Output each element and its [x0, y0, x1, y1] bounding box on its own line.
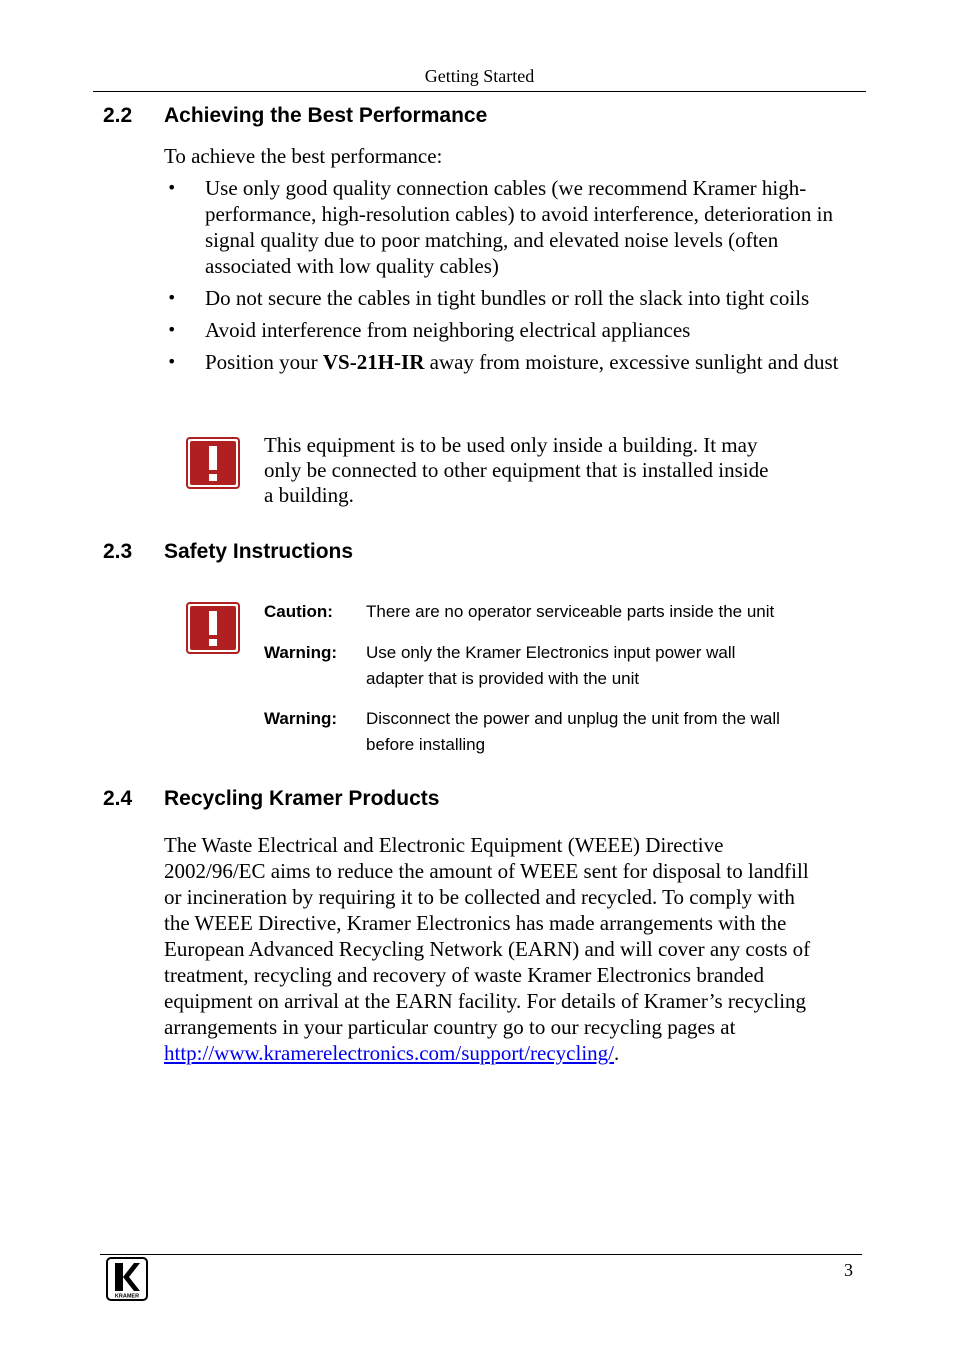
kramer-logo-icon	[106, 1257, 148, 1301]
list-item: • Avoid interference from neighboring electrical appliances	[164, 317, 864, 343]
list-item: • Do not secure the cables in tight bundles or roll the slack into tight coils	[164, 285, 864, 311]
warning-icon	[186, 437, 240, 489]
running-head: Getting Started	[424, 66, 535, 86]
page-number: 3	[844, 1260, 853, 1280]
performance-bullet-list	[164, 175, 864, 381]
warning-label: Warning:	[264, 709, 338, 728]
caution-text: There are no operator serviceable parts inside the unit	[366, 602, 775, 621]
product-name: VS-21H-IR	[322, 350, 425, 374]
list-item: • Position your VS-21H-IR away from moisture, excessive sunlight and dust	[164, 349, 864, 375]
section-2-3-title: Safety Instructions	[164, 540, 354, 563]
section-2-2-title: Achieving the Best Performance	[164, 104, 488, 127]
warning-icon	[186, 602, 240, 654]
warning-text: Disconnect the power and unplug the unit from the wall before installing	[366, 709, 780, 754]
section-2-2-intro: To achieve the best performance:	[164, 144, 443, 168]
list-item: • Use only good quality connection cables (we recommend Kramer high-performance, high-resolution cables) to avoid interference, deterioration in signal quality due to poor matching, and elevated noise levels (often associated with low quality cables)	[164, 175, 864, 279]
recycling-link[interactable]: http://www.kramerelectronics.com/support/recycling/	[164, 1041, 615, 1065]
warning-text: Use only the Kramer Electronics input power wall adapter that is provided with the unit	[366, 643, 736, 688]
footer-rule	[100, 1254, 862, 1255]
recycling-paragraph: The Waste Electrical and Electronic Equipment (WEEE) Directive 2002/96/EC aims to reduce the amount of WEEE sent for disposal to landfill or incineration by requiring it to be collected and recycled. To comply with the WEEE Directive, Kramer Electronics has made arrangements with the European Advanced Recycling Network (EARN) and will cover any costs of treatment, recycling and recovery of waste Kramer Electronics branded equipment on arrival at the EARN facility. For details of Kramer’s recycling arrangements in your particular country go to our recycling pages at http://www.kramerelectronics.com/support/recycling/.	[164, 833, 811, 1065]
section-2-3-number: 2.3	[103, 540, 133, 563]
header-rule	[93, 91, 866, 92]
caution-label: Caution:	[264, 602, 333, 621]
section-2-4-title: Recycling Kramer Products	[164, 787, 440, 810]
section-2-2-number: 2.2	[103, 104, 133, 127]
indoor-use-notice: This equipment is to be used only inside a building. It may only be connected to other equipment that is installed inside a building.	[264, 433, 769, 507]
section-2-4-number: 2.4	[103, 787, 133, 810]
safety-instructions	[264, 599, 854, 759]
warning-label: Warning:	[264, 643, 338, 662]
svg-text:KRAMER: KRAMER	[114, 1293, 140, 1300]
